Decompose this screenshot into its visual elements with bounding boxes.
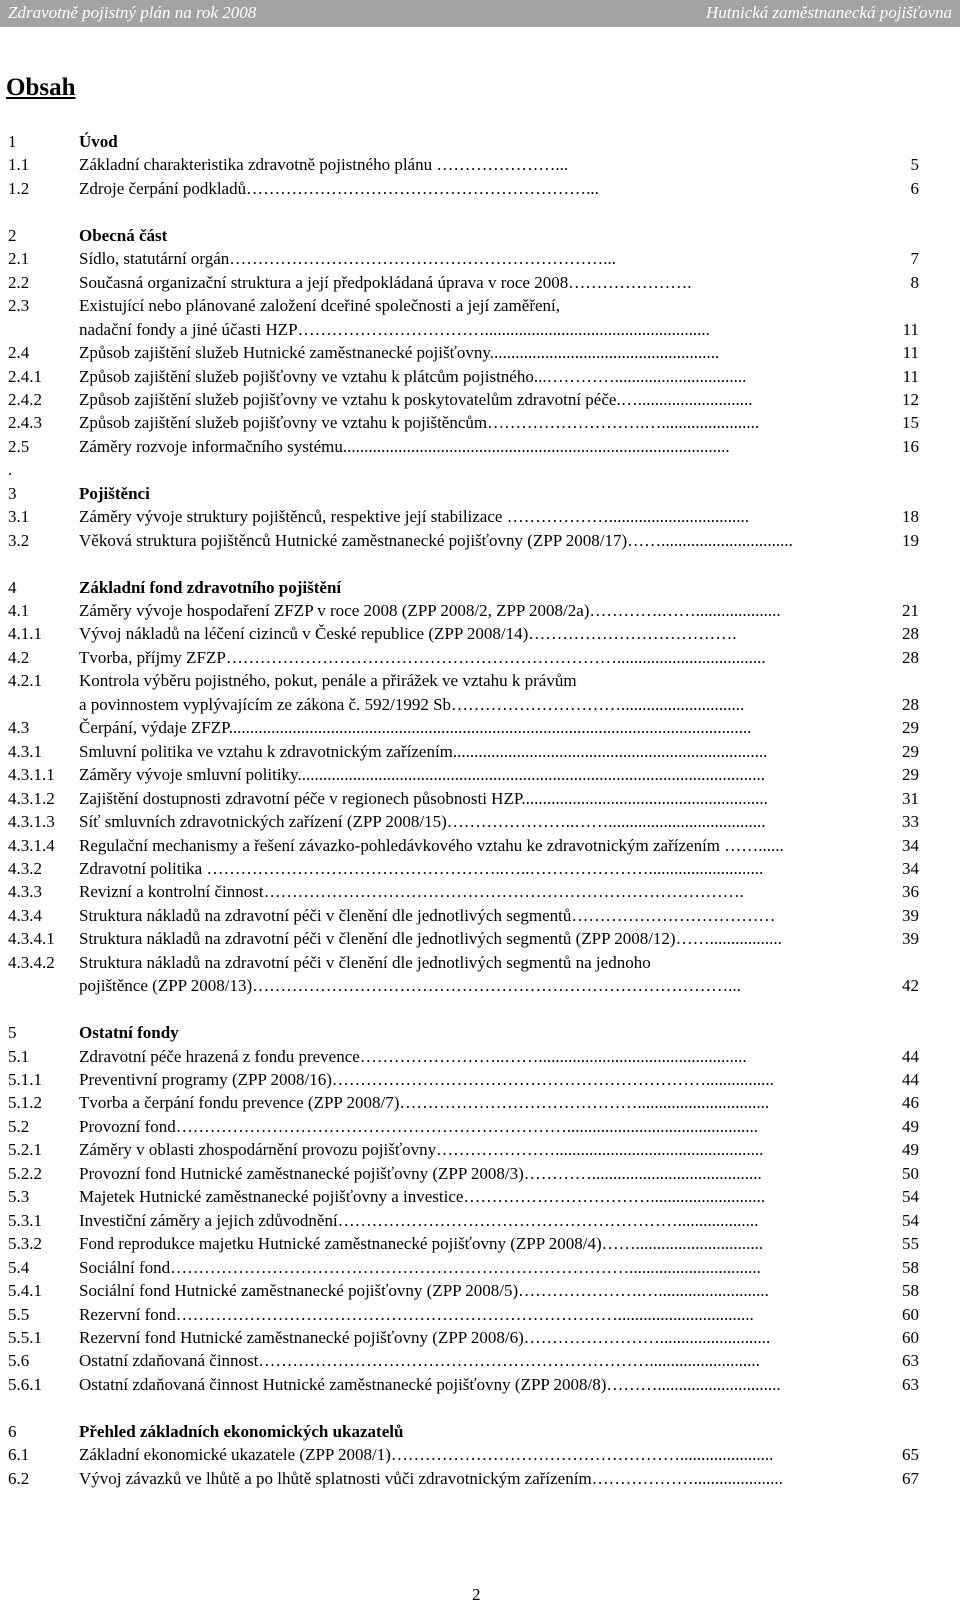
toc-entry-page: 28	[902, 694, 919, 714]
toc-entry[interactable]	[0, 1326, 960, 1350]
toc-entry-page: 8	[910, 272, 919, 292]
toc-entry[interactable]	[0, 1232, 960, 1256]
toc-entry[interactable]	[0, 294, 960, 318]
toc-entry-title: Věková struktura pojištěnců Hutnické zaměstnanecké pojišťovny (ZPP 2008/17)……...............................	[79, 530, 793, 550]
toc-entry-page: 34	[902, 858, 919, 878]
toc-entry-number: 4.3.1.1	[8, 765, 55, 785]
toc-entry-title: Investiční záměry a jejich zdůvodnění……………………………………………………...................	[79, 1210, 759, 1230]
toc-entry-page: 18	[902, 507, 919, 527]
toc-entry-title: Způsob zajištění služeb pojišťovny ve vztahu k plátcům pojistného...…………...............................	[79, 366, 747, 386]
toc-entry-title: Úvod	[79, 132, 118, 151]
toc-entry-number: 4.3.1.2	[8, 788, 55, 808]
toc-entry-number: 4.3.1.4	[8, 835, 55, 855]
toc-entry-number: 2.4.1	[8, 366, 42, 386]
toc-entry-number: 1	[8, 132, 17, 151]
header-right-title: Hutnická zaměstnanecká pojišťovna	[705, 3, 952, 22]
toc-entry-title: pojištěnce (ZPP 2008/13)…………………………………………………………………………...	[79, 976, 741, 996]
toc-entry	[0, 998, 960, 1022]
toc-entry[interactable]	[0, 857, 960, 881]
toc-entry-page: 65	[902, 1445, 919, 1465]
toc-entry-number: 6.2	[8, 1468, 30, 1488]
toc-entry-number: 2.1	[8, 249, 30, 269]
toc-entry-title: Záměry rozvoje informačního systému...........................................................................................	[79, 436, 730, 456]
toc-entry-number: 2.3	[8, 296, 30, 316]
toc-entry-page: 49	[902, 1140, 919, 1160]
toc-entry[interactable]	[0, 1373, 960, 1397]
toc-entry-page: 7	[910, 249, 919, 269]
toc-entry-page: 33	[902, 812, 919, 832]
toc-entry-title: Struktura nákladů na zdravotní péči v členění dle jednotlivých segmentů na jednoho	[79, 952, 651, 972]
toc-section-heading	[0, 576, 960, 600]
toc-entry-page: 28	[902, 647, 919, 667]
toc-entry-page: 67	[902, 1468, 919, 1488]
toc-entry-number: 2.4.2	[8, 389, 42, 409]
toc-section-heading	[0, 1021, 960, 1045]
toc-entry-number: 4.3.2	[8, 858, 42, 878]
toc-entry-number: 4.3.4	[8, 905, 42, 925]
toc-entry[interactable]	[0, 1209, 960, 1233]
toc-entry-number: 4.3.4.1	[8, 929, 55, 949]
toc-entry[interactable]	[0, 318, 960, 342]
toc-entry-title: Struktura nákladů na zdravotní péči v členění dle jednotlivých segmentů (ZPP 2008/12)…….................	[79, 929, 782, 949]
toc-entry-page: 16	[902, 436, 919, 456]
toc-entry-title: Kontrola výběru pojistného, pokut, penále a přirážek ve vztahu k právům	[79, 671, 577, 691]
toc-entry-number: 4.1.1	[8, 624, 42, 644]
toc-entry-number: 5.1.1	[8, 1070, 42, 1089]
toc-entry-number: 4.3.3	[8, 882, 42, 902]
toc-entry-page: 44	[902, 1046, 919, 1066]
toc-entry-page: 39	[902, 929, 919, 949]
toc-entry[interactable]	[0, 904, 960, 928]
toc-entry-title: Rezervní fond Hutnické zaměstnanecké pojišťovny (ZPP 2008/6)……………………..........................	[79, 1327, 771, 1347]
toc-entry[interactable]	[0, 365, 960, 389]
toc-entry[interactable]	[0, 247, 960, 271]
toc-entry-title: Pojištěnci	[79, 483, 150, 503]
toc-entry[interactable]	[0, 505, 960, 529]
toc-entry-number: 4.1	[8, 601, 30, 620]
toc-entry-title: Provozní fond Hutnické zaměstnanecké pojišťovny (ZPP 2008/3)…………........................................	[79, 1163, 762, 1183]
toc-entry-title: Základní fond zdravotního pojištění	[79, 577, 342, 597]
toc-entry-page: 19	[902, 530, 919, 550]
toc-entry-page: 54	[902, 1210, 919, 1230]
toc-entry-number: 5.1	[8, 1046, 30, 1066]
toc-entry-number: .	[8, 460, 13, 480]
toc-entry-number: 3.1	[8, 507, 30, 527]
toc-entry-page: 34	[902, 835, 919, 855]
toc-entry-page: 11	[902, 343, 919, 363]
toc-entry-title: Struktura nákladů na zdravotní péči v členění dle jednotlivých segmentů………………………………	[79, 905, 776, 925]
toc-entry-page: 60	[902, 1304, 919, 1324]
toc-entry-title: Současná organizační struktura a její předpokládaná úprava v roce 2008………………….	[79, 272, 692, 292]
toc-entry-title: Majetek Hutnické zaměstnanecké pojišťovny a investice……………………………...........................	[79, 1187, 766, 1207]
toc-entry-title: Revizní a kontrolní činnost………………………………………………………………………….	[79, 882, 744, 902]
toc-entry-title: Smluvní politika ve vztahu k zdravotnickým zařízením..........................................................................	[79, 741, 768, 761]
toc-entry-page: 63	[902, 1374, 919, 1394]
toc-entry-page: 42	[902, 976, 919, 996]
toc-entry[interactable]	[0, 1443, 960, 1467]
toc-entry-title: Fond reprodukce majetku Hutnické zaměstnanecké pojišťovny (ZPP 2008/4)……..............................	[79, 1234, 764, 1254]
toc-entry-title: Základní ekonomické ukazatele (ZPP 2008/1)……………………………………………......................	[79, 1445, 774, 1465]
toc-entry[interactable]	[0, 927, 960, 951]
toc-entry[interactable]	[0, 177, 960, 201]
toc-entry-title: Preventivní programy (ZPP 2008/16)…………………………………………………………................	[79, 1070, 774, 1089]
toc-entry-page: 29	[902, 718, 919, 738]
toc-entry-number: 4.3	[8, 718, 30, 738]
toc-entry[interactable]	[0, 1279, 960, 1303]
toc-entry-page: 54	[902, 1187, 919, 1207]
toc-entry[interactable]	[0, 1256, 960, 1280]
toc-entry-number: 5.6	[8, 1351, 30, 1371]
toc-entry-title: Záměry vývoje smluvní politiky..............................................................................................................	[79, 765, 765, 785]
toc-entry-title: nadační fondy a jiné účasti HZP…………………………….....................................................	[79, 319, 710, 339]
toc-entry-page: 50	[902, 1163, 919, 1183]
toc-entry-page: 63	[902, 1351, 919, 1371]
toc-entry-number: 1.2	[8, 178, 30, 198]
toc-entry-page: 58	[902, 1257, 919, 1277]
toc-entry[interactable]	[0, 1162, 960, 1186]
toc-entry-title: Zdravotní politika ……………………………………………..…..…………………...........................	[79, 858, 764, 878]
toc-entry-title: Záměry v oblasti zhospodárnění provozu pojišťovny………………….................................................	[79, 1140, 764, 1160]
toc-entry-title: Přehled základních ekonomických ukazatelů	[79, 1421, 404, 1441]
toc-entry-number: 4.2	[8, 647, 30, 667]
toc-entry-title: Způsob zajištění služeb Hutnické zaměstnanecké pojišťovny......................................................	[79, 343, 720, 363]
toc-entry-title: Tvorba, příjmy ZFZP……………………………………………………………...................................	[79, 647, 766, 667]
toc-entry-page: 44	[902, 1070, 919, 1089]
toc-entry[interactable]	[0, 529, 960, 553]
toc-entry-title: Záměry vývoje hospodaření ZFZP v roce 2008 (ZPP 2008/2, ZPP 2008/2a)………….……....................	[79, 601, 781, 620]
toc-section-heading	[0, 130, 960, 154]
toc-entry[interactable]	[0, 1115, 960, 1139]
toc-entry[interactable]	[0, 153, 960, 177]
toc-entry[interactable]	[0, 763, 960, 787]
toc-entry[interactable]	[0, 834, 960, 858]
toc-entry-page: 55	[902, 1234, 919, 1254]
toc-entry-page: 28	[902, 624, 919, 644]
toc-entry-number: 2.4	[8, 343, 30, 363]
toc-entry-title: Zajištění dostupnosti zdravotní péče v regionech působnosti HZP..........................................................	[79, 788, 768, 808]
toc-entry-page: 49	[902, 1116, 919, 1136]
toc-entry	[0, 200, 960, 224]
toc-entry-number: 5.4.1	[8, 1281, 42, 1301]
toc-entry-title: Regulační mechanismy a řešení závazko-pohledávkového vztahu ke zdravotnickým zařízením ……......	[79, 835, 784, 855]
toc-entry-number: 2	[8, 225, 17, 245]
toc-entry-page: 39	[902, 905, 919, 925]
toc-entry[interactable]	[0, 1091, 960, 1115]
toc-entry-page: 29	[902, 765, 919, 785]
toc-entry-number: 4.3.4.2	[8, 952, 55, 972]
toc-entry[interactable]	[0, 810, 960, 834]
toc-entry-number: 5.3.1	[8, 1210, 42, 1230]
toc-entry[interactable]	[0, 1138, 960, 1162]
toc-section-heading	[0, 1420, 960, 1444]
toc-entry-number: 5.3	[8, 1187, 30, 1207]
toc-entry[interactable]	[0, 1068, 960, 1092]
toc-entry-title: Ostatní fondy	[79, 1023, 179, 1043]
toc-entry-page: 31	[902, 788, 919, 808]
toc-entry-number: 5.4	[8, 1257, 30, 1277]
toc-entry[interactable]	[0, 1303, 960, 1327]
toc-section-heading	[0, 224, 960, 248]
toc-entry-number: 5.6.1	[8, 1374, 42, 1394]
toc-entry-page: 36	[902, 882, 919, 902]
toc-entry[interactable]	[0, 1045, 960, 1069]
toc-entry-number: 4.2.1	[8, 671, 42, 691]
toc-entry-title: Čerpání, výdaje ZFZP...........................................................................................................................	[79, 718, 752, 738]
toc-entry-number: 2.4.3	[8, 413, 42, 433]
toc-entry-number: 5.3.2	[8, 1234, 42, 1254]
toc-entry-number: 2.5	[8, 436, 30, 456]
toc-entry-number: 5.2.1	[8, 1140, 42, 1160]
toc-section-heading	[0, 482, 960, 506]
toc-entry[interactable]	[0, 341, 960, 365]
toc-entry	[0, 552, 960, 576]
toc-entry[interactable]	[0, 880, 960, 904]
toc-entry-number: 5.1.2	[8, 1093, 42, 1113]
toc-entry[interactable]	[0, 669, 960, 693]
toc-entry[interactable]	[0, 646, 960, 670]
toc-entry[interactable]	[0, 787, 960, 811]
toc-entry-number: 6.1	[8, 1445, 30, 1465]
toc-entry-title: Obecná část	[79, 225, 168, 245]
toc-entry-page: 58	[902, 1281, 919, 1301]
toc-entry-page: 15	[902, 413, 919, 433]
toc-entry-number: 3	[8, 483, 17, 503]
toc-entry-page: 12	[902, 389, 919, 409]
toc-entry-page: 60	[902, 1327, 919, 1347]
toc-entry-title: Vývoj závazků ve lhůtě a po lhůtě splatnosti vůči zdravotnickým zařízením……………….....................	[79, 1468, 783, 1488]
toc-entry[interactable]	[0, 1185, 960, 1209]
toc-entry-number: 5.5	[8, 1304, 30, 1324]
toc-entry-page: 6	[910, 178, 919, 198]
toc-entry-page: 46	[902, 1093, 919, 1113]
toc-entry-title: Provozní fond…………………………………………………………….............................................	[79, 1116, 759, 1136]
toc-entry-title: Sociální fond Hutnické zaměstnanecké pojišťovny (ZPP 2008/5)………………….…..........................	[79, 1281, 769, 1301]
toc-entry-number: 5	[8, 1023, 17, 1043]
toc-entry-title: Tvorba a čerpání fondu prevence (ZPP 2008/7)……………………………………...............................	[79, 1093, 770, 1113]
toc-entry-page: 29	[902, 741, 919, 761]
toc-entry[interactable]	[0, 716, 960, 740]
toc-entry[interactable]	[0, 388, 960, 412]
toc-entry-title: Zdravotní péče hrazená z fondu prevence……………………..…….................................................	[79, 1046, 747, 1066]
toc-entry-title: Sídlo, statutární orgán…………………………………………………………...	[79, 249, 617, 269]
toc-entry[interactable]	[0, 271, 960, 295]
toc-entry-title: Zdroje čerpání podkladů……………………………………………………...	[79, 178, 599, 198]
toc-entry[interactable]	[0, 411, 960, 435]
toc-entry-title: Způsob zajištění služeb pojišťovny ve vztahu k pojištěncům……………………….….......................	[79, 413, 760, 433]
toc-entry[interactable]	[0, 974, 960, 998]
toc-entry	[0, 458, 960, 482]
toc-entry-title: Ostatní zdaňovaná činnost Hutnické zaměstnanecké pojišťovny (ZPP 2008/8)……….............................	[79, 1374, 781, 1394]
toc-entry[interactable]	[0, 951, 960, 975]
toc-entry[interactable]	[0, 1349, 960, 1373]
toc-entry-title: Základní charakteristika zdravotně pojistného plánu …………………...	[79, 155, 569, 175]
toc-entry[interactable]	[0, 599, 960, 623]
toc-entry-page: 11	[902, 366, 919, 386]
page-title: Obsah	[6, 74, 76, 101]
toc-entry-title: Způsob zajištění služeb pojišťovny ve vztahu k poskytovatelům zdravotní péče.…...........................	[79, 389, 753, 409]
toc-entry-page: 5	[910, 155, 919, 175]
toc-entry-title: Sociální fond………………………………………………………………………...............................	[79, 1257, 761, 1277]
toc-entry-title: Ostatní zdaňovaná činnost……………………………………………………………..........................	[79, 1351, 760, 1371]
toc-entry-title: Síť smluvních zdravotnických zařízení (ZPP 2008/15)…………………..…….....................................	[79, 812, 766, 832]
toc-entry-title: Záměry vývoje struktury pojištěnců, respektive její stabilizace ……………….................................	[79, 507, 749, 527]
toc-entry-number: 5.5.1	[8, 1327, 42, 1347]
toc-entry-page: 11	[902, 319, 919, 339]
toc-entry-title: Existující nebo plánované založení dceřiné společnosti a její zaměření,	[79, 296, 561, 316]
toc-entry[interactable]	[0, 622, 960, 646]
toc-entry-title: a povinnostem vyplývajícím ze zákona č. 592/1992 Sb………………………….............................	[79, 694, 745, 714]
toc-entry	[0, 1396, 960, 1420]
toc-entry-title: Vývoj nákladů na léčení cizinců v České republice (ZPP 2008/14)……………………………….	[79, 624, 737, 644]
header-left-title: Zdravotně pojistný plán na rok 2008	[8, 3, 257, 22]
toc-entry[interactable]	[0, 740, 960, 764]
toc-entry-number: 6	[8, 1421, 17, 1441]
toc-entry-number: 3.2	[8, 530, 30, 550]
toc-entry-number: 1.1	[8, 155, 30, 175]
page-number: 2	[472, 1585, 481, 1604]
toc-entry-number: 5.2.2	[8, 1163, 42, 1183]
toc-entry-number: 5.2	[8, 1116, 30, 1136]
toc-entry-number: 4.3.1	[8, 741, 42, 761]
toc-entry[interactable]	[0, 693, 960, 717]
toc-entry-number: 2.2	[8, 272, 30, 292]
page-header	[0, 0, 960, 27]
toc-entry[interactable]	[0, 435, 960, 459]
toc-entry[interactable]	[0, 1467, 960, 1491]
toc-entry-title: Rezervní fond……………………………………………………………………................................	[79, 1304, 754, 1324]
toc-entry-page: 21	[902, 601, 919, 620]
toc-entry-number: 4.3.1.3	[8, 812, 55, 832]
toc-entry-number: 4	[8, 577, 17, 597]
